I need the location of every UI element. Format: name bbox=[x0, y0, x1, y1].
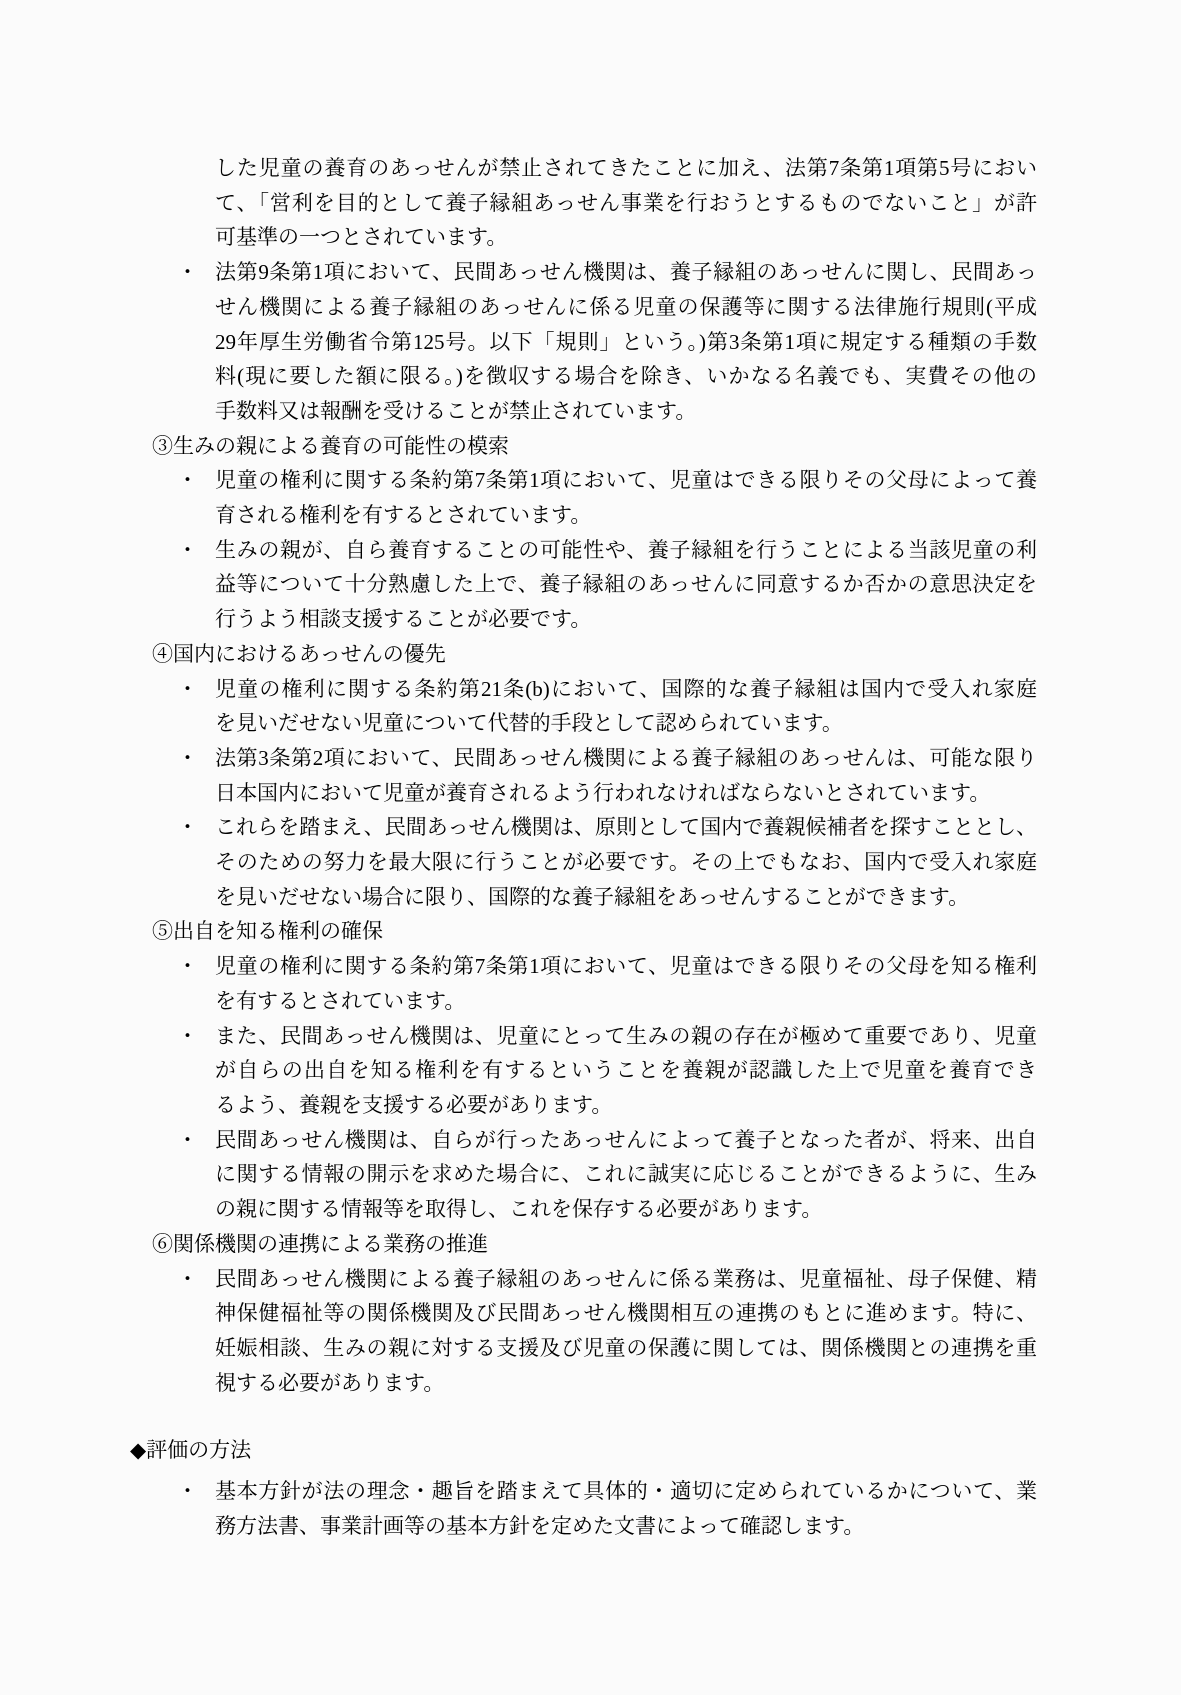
text-line: 益等について十分熟慮した上で、養子縁組のあっせんに同意するか否かの意思決定を bbox=[215, 572, 1037, 597]
text-line: て、「営利を目的として養子縁組あっせん事業を行おうとするものでないこと」が許 bbox=[215, 190, 1037, 215]
bullet-marker-icon: ・ bbox=[177, 815, 198, 840]
text-line: 民間あっせん機関による養子縁組のあっせんに係る業務は、児童福祉、母子保健、精 bbox=[215, 1266, 1037, 1291]
bullet-item bbox=[177, 255, 1037, 429]
heading-text: ⑤出自を知る権利の確保 bbox=[152, 919, 383, 944]
text-line: 育される権利を有するとされています。 bbox=[215, 503, 592, 528]
paragraph-continuation bbox=[215, 151, 1037, 255]
text-line: そのための努力を最大限に行うことが必要です。その上でもなお、国内で受入れ家庭 bbox=[215, 850, 1037, 875]
text-line: 29年厚生労働省令第125号。以下「規則」という。)第3条第1項に規定する種類の手数 bbox=[215, 329, 1037, 354]
text-line: 神保健福祉等の関係機関及び民間あっせん機関相互の連携のもとに進めます。特に、 bbox=[215, 1301, 1037, 1326]
heading-text: ◆評価の方法 bbox=[130, 1438, 252, 1463]
text-line: 日本国内において児童が養育されるよう行われなければならないとされています。 bbox=[215, 780, 991, 805]
text-line: 児童の権利に関する条約第7条第1項において、児童はできる限りその父母を知る権利 bbox=[215, 954, 1037, 979]
text-line: 民間あっせん機関は、自らが行ったあっせんによって養子となった者が、将来、出自 bbox=[215, 1127, 1037, 1152]
text-line: を見いだせない児童について代替的手段として認められています。 bbox=[215, 711, 843, 736]
text-line: るよう、養親を支援する必要があります。 bbox=[215, 1092, 613, 1117]
bullet-item bbox=[177, 741, 1037, 810]
numbered-heading bbox=[152, 637, 1181, 672]
text-line: 妊娠相談、生みの親に対する支援及び児童の保護に関しては、関係機関との連携を重 bbox=[215, 1335, 1037, 1360]
text-line: 料(現に要した額に限る。)を徴収する場合を除き、いかなる名義でも、実費その他の bbox=[215, 364, 1037, 389]
heading-text: ⑥関係機関の連携による業務の推進 bbox=[152, 1231, 488, 1256]
text-line: 法第3条第2項において、民間あっせん機関による養子縁組のあっせんは、可能な限り bbox=[215, 745, 1037, 770]
text-line: の親に関する情報等を取得し、これを保存する必要があります。 bbox=[215, 1197, 823, 1222]
bullet-item bbox=[177, 1474, 1037, 1543]
text-line: 基本方針が法の理念・趣旨を踏まえて具体的・適切に定められているかについて、業 bbox=[215, 1479, 1037, 1504]
bullet-marker-icon: ・ bbox=[177, 1479, 198, 1504]
bullet-marker-icon: ・ bbox=[177, 676, 198, 701]
text-line: 可基準の一つとされています。 bbox=[215, 225, 508, 250]
numbered-heading bbox=[152, 429, 1181, 464]
bullet-marker-icon: ・ bbox=[177, 1023, 198, 1048]
document-content bbox=[0, 151, 1181, 1543]
bullet-item bbox=[177, 463, 1037, 532]
bullet-item bbox=[177, 1262, 1037, 1401]
heading-text: ④国内におけるあっせんの優先 bbox=[152, 641, 446, 666]
text-line: が自らの出自を知る権利を有するということを養親が認識した上で児童を養育でき bbox=[215, 1058, 1037, 1083]
text-line: 務方法書、事業計画等の基本方針を定めた文書によって確認します。 bbox=[215, 1513, 865, 1538]
bullet-item bbox=[177, 1123, 1037, 1227]
heading-text: ③生みの親による養育の可能性の模索 bbox=[152, 433, 509, 458]
text-line: を見いだせない場合に限り、国際的な養子縁組をあっせんすることができます。 bbox=[215, 884, 970, 909]
bullet-marker-icon: ・ bbox=[177, 954, 198, 979]
text-line: 児童の権利に関する条約第21条(b)において、国際的な養子縁組は国内で受入れ家庭 bbox=[215, 676, 1037, 701]
bullet-item bbox=[177, 949, 1037, 1018]
text-line: これらを踏まえ、民間あっせん機関は、原則として国内で養親候補者を探すこととし、 bbox=[215, 815, 1037, 840]
text-line: に関する情報の開示を求めた場合に、これに誠実に応じることができるように、生み bbox=[215, 1162, 1037, 1187]
text-line: また、民間あっせん機関は、児童にとって生みの親の存在が極めて重要であり、児童 bbox=[215, 1023, 1037, 1048]
text-line: した児童の養育のあっせんが禁止されてきたことに加え、法第7条第1項第5号におい bbox=[215, 156, 1037, 180]
text-line: 行うよう相談支援することが必要です。 bbox=[215, 607, 592, 632]
bullet-marker-icon: ・ bbox=[177, 745, 198, 770]
numbered-heading bbox=[152, 914, 1181, 949]
text-line: 生みの親が、自ら養育することの可能性や、養子縁組を行うことによる当該児童の利 bbox=[215, 537, 1037, 562]
text-line: を有するとされています。 bbox=[215, 988, 466, 1013]
bullet-item bbox=[177, 1019, 1037, 1123]
text-line: 視する必要があります。 bbox=[215, 1370, 445, 1395]
bullet-item bbox=[177, 672, 1037, 741]
bullet-marker-icon: ・ bbox=[177, 1127, 198, 1152]
text-line: 児童の権利に関する条約第7条第1項において、児童はできる限りその父母によって養 bbox=[215, 468, 1037, 493]
bullet-marker-icon: ・ bbox=[177, 468, 198, 493]
text-line: 手数料又は報酬を受けることが禁止されています。 bbox=[215, 398, 697, 423]
bullet-item bbox=[177, 533, 1037, 637]
bullet-marker-icon: ・ bbox=[177, 537, 198, 562]
bullet-marker-icon: ・ bbox=[177, 260, 198, 285]
section-heading bbox=[130, 1433, 1181, 1468]
text-line: せん機関による養子縁組のあっせんに係る児童の保護等に関する法律施行規則(平成 bbox=[215, 294, 1037, 319]
text-line: 法第9条第1項において、民間あっせん機関は、養子縁組のあっせんに関し、民間あっ bbox=[215, 260, 1037, 285]
numbered-heading bbox=[152, 1227, 1181, 1262]
bullet-item bbox=[177, 810, 1037, 914]
bullet-marker-icon: ・ bbox=[177, 1266, 198, 1291]
